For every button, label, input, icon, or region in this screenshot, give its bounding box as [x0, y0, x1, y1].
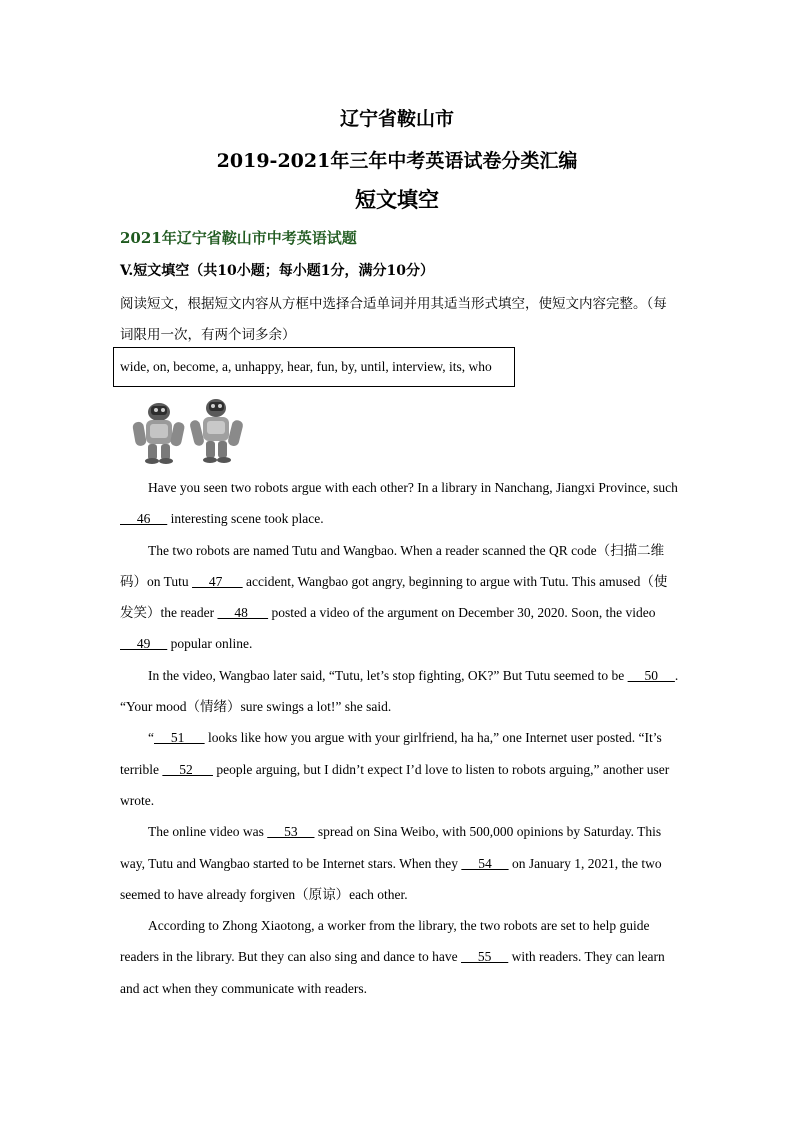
text-run: accident, Wangbao got angry, beginning to argue with Tutu. This amused（使发笑）the reader	[120, 573, 668, 621]
text-run: Have you seen two robots argue with each other? In a library in Nanchang, Jiangxi Province, such	[148, 480, 678, 495]
exam-title: 2021年辽宁省鞍山市中考英语试题	[120, 229, 357, 247]
blank-54[interactable]: 54	[461, 855, 509, 871]
title-collection: 2019-2021年三年中考英语试卷分类汇编	[216, 150, 578, 172]
robot-left-figure	[132, 403, 185, 464]
text-run: spread on Sina Weibo, with 500,000 opinions by Saturday. This way, Tutu and Wangbao started to be Internet stars. When they	[120, 824, 662, 871]
blank-46[interactable]: 46	[120, 511, 168, 527]
paragraph-2	[120, 535, 680, 660]
robots-illustration	[126, 396, 256, 466]
word-box-text: wide, on, become, a, unhappy, hear, fun, by, until, interview, its, who	[120, 359, 492, 374]
title-region: 辽宁省鞍山市	[339, 108, 454, 130]
text-run: popular online.	[167, 636, 253, 652]
blank-48[interactable]: 48	[217, 605, 269, 621]
text-run: According to Zhong Xiaotong, a worker from the library, the two robots are set to help guide readers in the library. But they can also sing and dance to have	[120, 918, 650, 965]
text-run: with readers. They can learn and act when they communicate with readers.	[120, 949, 665, 996]
blank-49[interactable]: 49	[120, 636, 168, 652]
word-box	[113, 347, 515, 387]
text-run: In the video, Wangbao later said, “Tutu, let’s stop fighting, OK?” But Tutu seemed to be	[148, 667, 628, 683]
robot-right-figure	[189, 399, 244, 463]
text-run: The two robots are named Tutu and Wangbao. When a reader scanned the QR code（扫描二维码）on Tutu	[120, 542, 665, 589]
text-run: looks like how you argue with your girlfriend, ha ha,” one Internet user posted. “It’s terrible	[120, 730, 662, 777]
text-run: on January 1, 2021, the two seemed to have already forgiven（原谅）each other.	[120, 855, 662, 902]
instructions: 阅读短文，根据短文内容从方框中选择合适单词并用其适当形式填空，使短文内容完整。（每词限用一次，有两个词多余）	[120, 296, 667, 343]
text-run: people arguing, but I didn’t expect I’d love to listen to robots arguing,” another user wrote.	[120, 761, 670, 808]
text-run: The online video was	[148, 824, 268, 840]
blank-51[interactable]: 51	[154, 730, 205, 746]
blank-50[interactable]: 50	[627, 667, 675, 683]
blank-47[interactable]: 47	[192, 573, 243, 589]
text-run: . “Your mood（情绪）sure swings a lot!” she said.	[120, 667, 679, 715]
section-heading: V.短文填空（共10小题；每小题1分，满分10分）	[120, 263, 434, 279]
text-run: “	[148, 730, 154, 746]
blank-55[interactable]: 55	[461, 949, 509, 965]
title-topic: 短文填空	[355, 187, 439, 212]
paragraph-3	[120, 660, 680, 723]
paragraph-1	[120, 472, 680, 535]
paragraph-4	[120, 722, 680, 816]
text-run: interesting scene took place.	[167, 511, 324, 527]
text-run: posted a video of the argument on December 30, 2020. Soon, the video	[268, 605, 656, 621]
paragraph-5	[120, 816, 680, 910]
paragraph-6	[120, 910, 680, 1004]
passage	[120, 472, 680, 1004]
blank-52[interactable]: 52	[162, 761, 213, 777]
blank-53[interactable]: 53	[267, 824, 315, 840]
